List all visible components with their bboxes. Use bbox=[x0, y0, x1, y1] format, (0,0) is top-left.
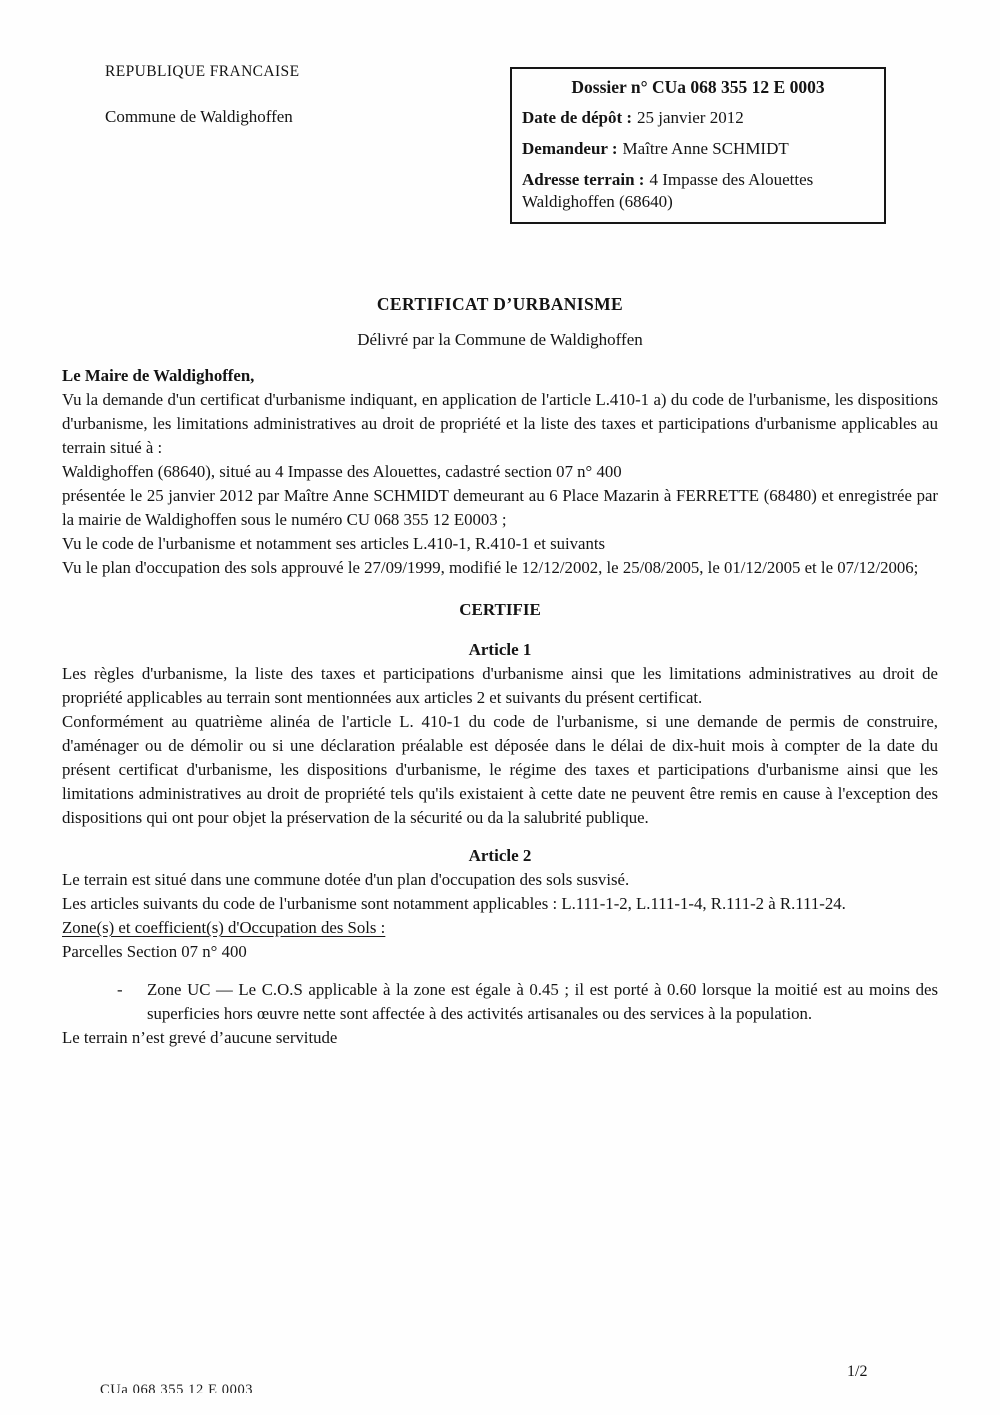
article1-paragraph-2: Conformément au quatrième alinéa de l'article L. 410-1 du code de l'urbanisme, si une demande de permis de construire, d'aménager ou de démolir ou si une déclaration préalable est déposée dans le délai de dix-huit mois à compter de la date du présent certificat d'urbanisme, les dispositions d'urbanisme, le régime des taxes et participations d'urbanisme ainsi que les limitations administratives au droit de propriété tels qu'ils existaient à cette date ne peuvent être remis en cause à l'exception des dispositions qui ont pour objet la préservation de la sécurité ou da la salubrité publique. bbox=[62, 712, 938, 827]
preamble-paragraph-5: Vu le plan d'occupation des sols approuvé le 27/09/1999, modifié le 12/12/2002, le 25/08/2005, le 01/12/2005 et le 07/12/2006; bbox=[62, 558, 919, 577]
document-title: CERTIFICAT D’URBANISME bbox=[376, 294, 624, 314]
article1-paragraph-1: Les règles d'urbanisme, la liste des taxes et participations d'urbanisme ainsi que les limitations administratives au droit de propriété applicables au terrain sont mentionnées aux articles 2 et suivants du présent certificat. bbox=[62, 664, 938, 707]
dossier-number: Dossier n° CUa 068 355 12 E 0003 bbox=[571, 77, 825, 97]
preamble-paragraph-1: Vu la demande d'un certificat d'urbanisme indiquant, en application de l'article L.410-1 a) du code de l'urbanisme, les dispositions d'urbanisme, les limitations administratives au droit de propriété et la liste des taxes et participations d'urbanisme applicables au terrain situé à : bbox=[62, 390, 938, 457]
zone-uc-item bbox=[62, 978, 938, 1026]
dossier-demandeur-label: Demandeur : bbox=[522, 139, 618, 158]
footer-reference: CUa 068 355 12 E 0003 bbox=[100, 1382, 254, 1393]
dossier-adresse-value: 4 Impasse des Alouettes Waldighoffen (68640) bbox=[522, 170, 814, 211]
bullet-dash: - bbox=[117, 980, 123, 999]
salutation-text: Le Maire de Waldighoffen, bbox=[62, 366, 255, 385]
dossier-adresse-label: Adresse terrain : bbox=[522, 170, 645, 189]
zone-uc-text: Zone UC — Le C.O.S applicable à la zone est égale à 0.45 ; il est porté à 0.60 lorsque la moitié est au moins des superficies hors œuvre nette sont affectée à des activités artisanales ou des services à la population. bbox=[147, 980, 938, 1023]
document-subtitle: Délivré par la Commune de Waldighoffen bbox=[357, 330, 643, 349]
dossier-demandeur-value: Maître Anne SCHMIDT bbox=[622, 139, 789, 158]
article2-heading: Article 2 bbox=[468, 846, 532, 865]
article2-paragraph-2: Les articles suivants du code de l'urbanisme sont notamment applicables : L.111-1-2, L.111-1-4, R.111-2 à R.111-24. bbox=[62, 894, 846, 913]
article1-heading: Article 1 bbox=[468, 640, 532, 659]
zones-heading: Zone(s) et coefficient(s) d'Occupation des Sols : bbox=[62, 918, 386, 937]
page-number: 1/2 bbox=[847, 1363, 868, 1380]
dossier-date-value: 25 janvier 2012 bbox=[637, 108, 744, 127]
commune-text: Commune de Waldighoffen bbox=[105, 107, 293, 126]
preamble-paragraph-4: Vu le code de l'urbanisme et notamment ses articles L.410-1, R.410-1 et suivants bbox=[62, 534, 606, 553]
preamble-paragraph-3: présentée le 25 janvier 2012 par Maître Anne SCHMIDT demeurant au 6 Place Mazarin à FERRETTE (68480) et enregistrée par la mairie de Waldighoffen sous le numéro CU 068 355 12 E0003 ; bbox=[62, 486, 938, 529]
preamble-paragraph-2: Waldighoffen (68640), situé au 4 Impasse des Alouettes, cadastré section 07 n° 400 bbox=[62, 462, 622, 481]
republique-text: REPUBLIQUE FRANCAISE bbox=[105, 63, 300, 80]
certifie-heading: CERTIFIE bbox=[459, 600, 541, 619]
servitude-text: Le terrain n’est grevé d’aucune servitude bbox=[62, 1028, 338, 1047]
parcelles-text: Parcelles Section 07 n° 400 bbox=[62, 942, 247, 961]
dossier-date-label: Date de dépôt : bbox=[522, 108, 633, 127]
article2-paragraph-1: Le terrain est situé dans une commune dotée d'un plan d'occupation des sols susvisé. bbox=[62, 870, 630, 889]
